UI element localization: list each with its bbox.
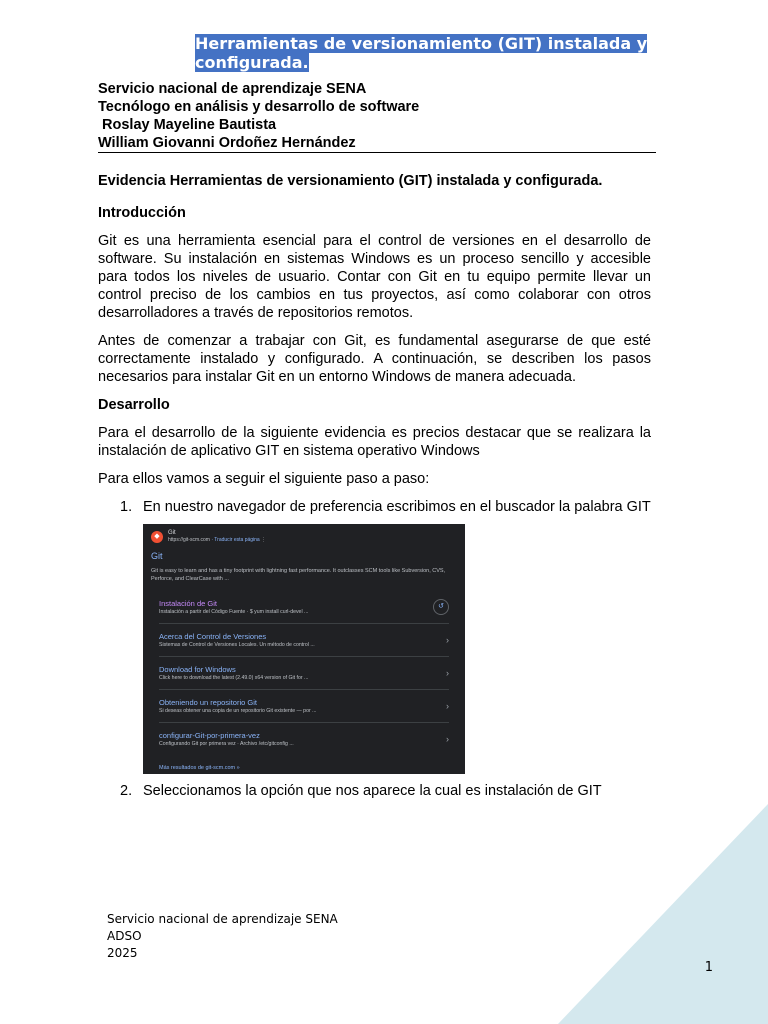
git-logo-icon: ◆ [151,531,163,543]
sitelink-item [159,723,449,755]
intro-paragraph-2: Antes de comenzar a trabajar con Git, es fundamental asegurarse de que esté correctamente instalado y configurado. A continuación, se describen los pasos necesarios para instalar Git en un entorno Windows de manera adecuada. [98,333,651,385]
header-institution: Servicio nacional de aprendizaje SENA [98,81,367,97]
kebab-icon: ⋮ [261,537,267,543]
sitelink-title: Obteniendo un repositorio Git [159,697,257,707]
site-header [151,530,457,543]
sitelink-title: Acerca del Control de Versiones [159,631,267,641]
sitelinks [159,591,449,755]
sitelink-desc: Si deseas obtener una copia de un repositorio Git existente — por ... [159,707,317,714]
page-number: 1 [704,960,713,975]
sitelink-desc: Click here to download the latest (2.49.0) x64 version of Git for ... [159,674,309,681]
desarrollo-heading: Desarrollo [98,397,170,413]
chevron-right-icon: › [446,668,449,678]
footer-year: 2025 [107,946,138,960]
intro-heading: Introducción [98,205,186,221]
footer-institution: Servicio nacional de aprendizaje SENA [107,912,338,926]
sitelink-desc: Instalación a partir del Código Fuente · $ yum install curl-devel ... [159,608,309,615]
sitelink-item [159,591,449,624]
evidence-heading: Evidencia Herramientas de versionamiento (GIT) instalada y configurada. [98,173,603,189]
sitelink-item [159,690,449,723]
footer-program: ADSO [107,929,142,943]
corner-decoration [558,804,768,1024]
desarrollo-paragraph-1: Para el desarrollo de la siguiente evidencia es precios destacar que se realizara la instalación de aplicativo GIT en sistema operativo Windows [98,425,651,459]
chevron-right-icon: › [446,635,449,645]
sitelink-desc: Sistemas de Control de Versiones Locales. Un método de control ... [159,641,315,648]
sitelink-desc: Configurando Git por primera vez · Archivo /etc/gitconfig ... [159,740,294,747]
site-name: Git [168,530,176,536]
sitelink-title: Instalación de Git [159,598,217,608]
document-header [98,80,656,153]
header-program: Tecnólogo en análisis y desarrollo de software [98,99,420,115]
sitelink-item [159,657,449,690]
list-number: 1. [120,499,133,515]
document-body [98,172,651,806]
sitelink-title: configurar-Git-por-primera-vez [159,730,260,740]
header-author-1: Roslay Mayeline Bautista [98,117,277,133]
intro-paragraph-1: Git es una herramienta esencial para el control de versiones en el desarrollo de software. Su instalación en sistemas Windows es un proceso sencillo y accesible para todos los niveles de usuario. Contar con Git en tu equipo permite llevar un control preciso de los cambios en tus proyectos, así como colaborar con otros desarrolladores a través de repositorios remotos. [98,233,651,321]
list-text: En nuestro navegador de preferencia escribimos en el buscador la palabra GIT [143,499,651,515]
translate-link: · Traducir esta página [211,537,260,543]
header-author-2: William Giovanni Ordoñez Hernández [98,135,356,151]
list-item [98,498,651,516]
sitelink-item [159,624,449,657]
history-icon: ↺ [433,599,449,615]
result-title: Git [151,551,163,561]
sitelink-title: Download for Windows [159,664,236,674]
more-results-link: Más resultados de git-scm.com » [159,765,240,771]
search-result-screenshot [143,524,465,774]
list-item [98,782,651,800]
chevron-right-icon: › [446,734,449,744]
chevron-right-icon: › [446,701,449,711]
list-number: 2. [120,783,133,799]
document-title: Herramientas de versionamiento (GIT) instalada y configurada. [195,34,648,72]
list-text: Seleccionamos la opción que nos aparece la cual es instalación de GIT [143,783,602,799]
desarrollo-paragraph-2: Para ellos vamos a seguir el siguiente paso a paso: [98,471,430,487]
site-url: https://git-scm.com · Traducir esta página ⋮ [168,537,267,543]
result-description: Git is easy to learn and has a tiny footprint with lightning fast performance. It outclasses SCM tools like Subversion, CVS, Perforce, and ClearCase with ... [151,568,446,582]
page-footer [107,911,338,962]
